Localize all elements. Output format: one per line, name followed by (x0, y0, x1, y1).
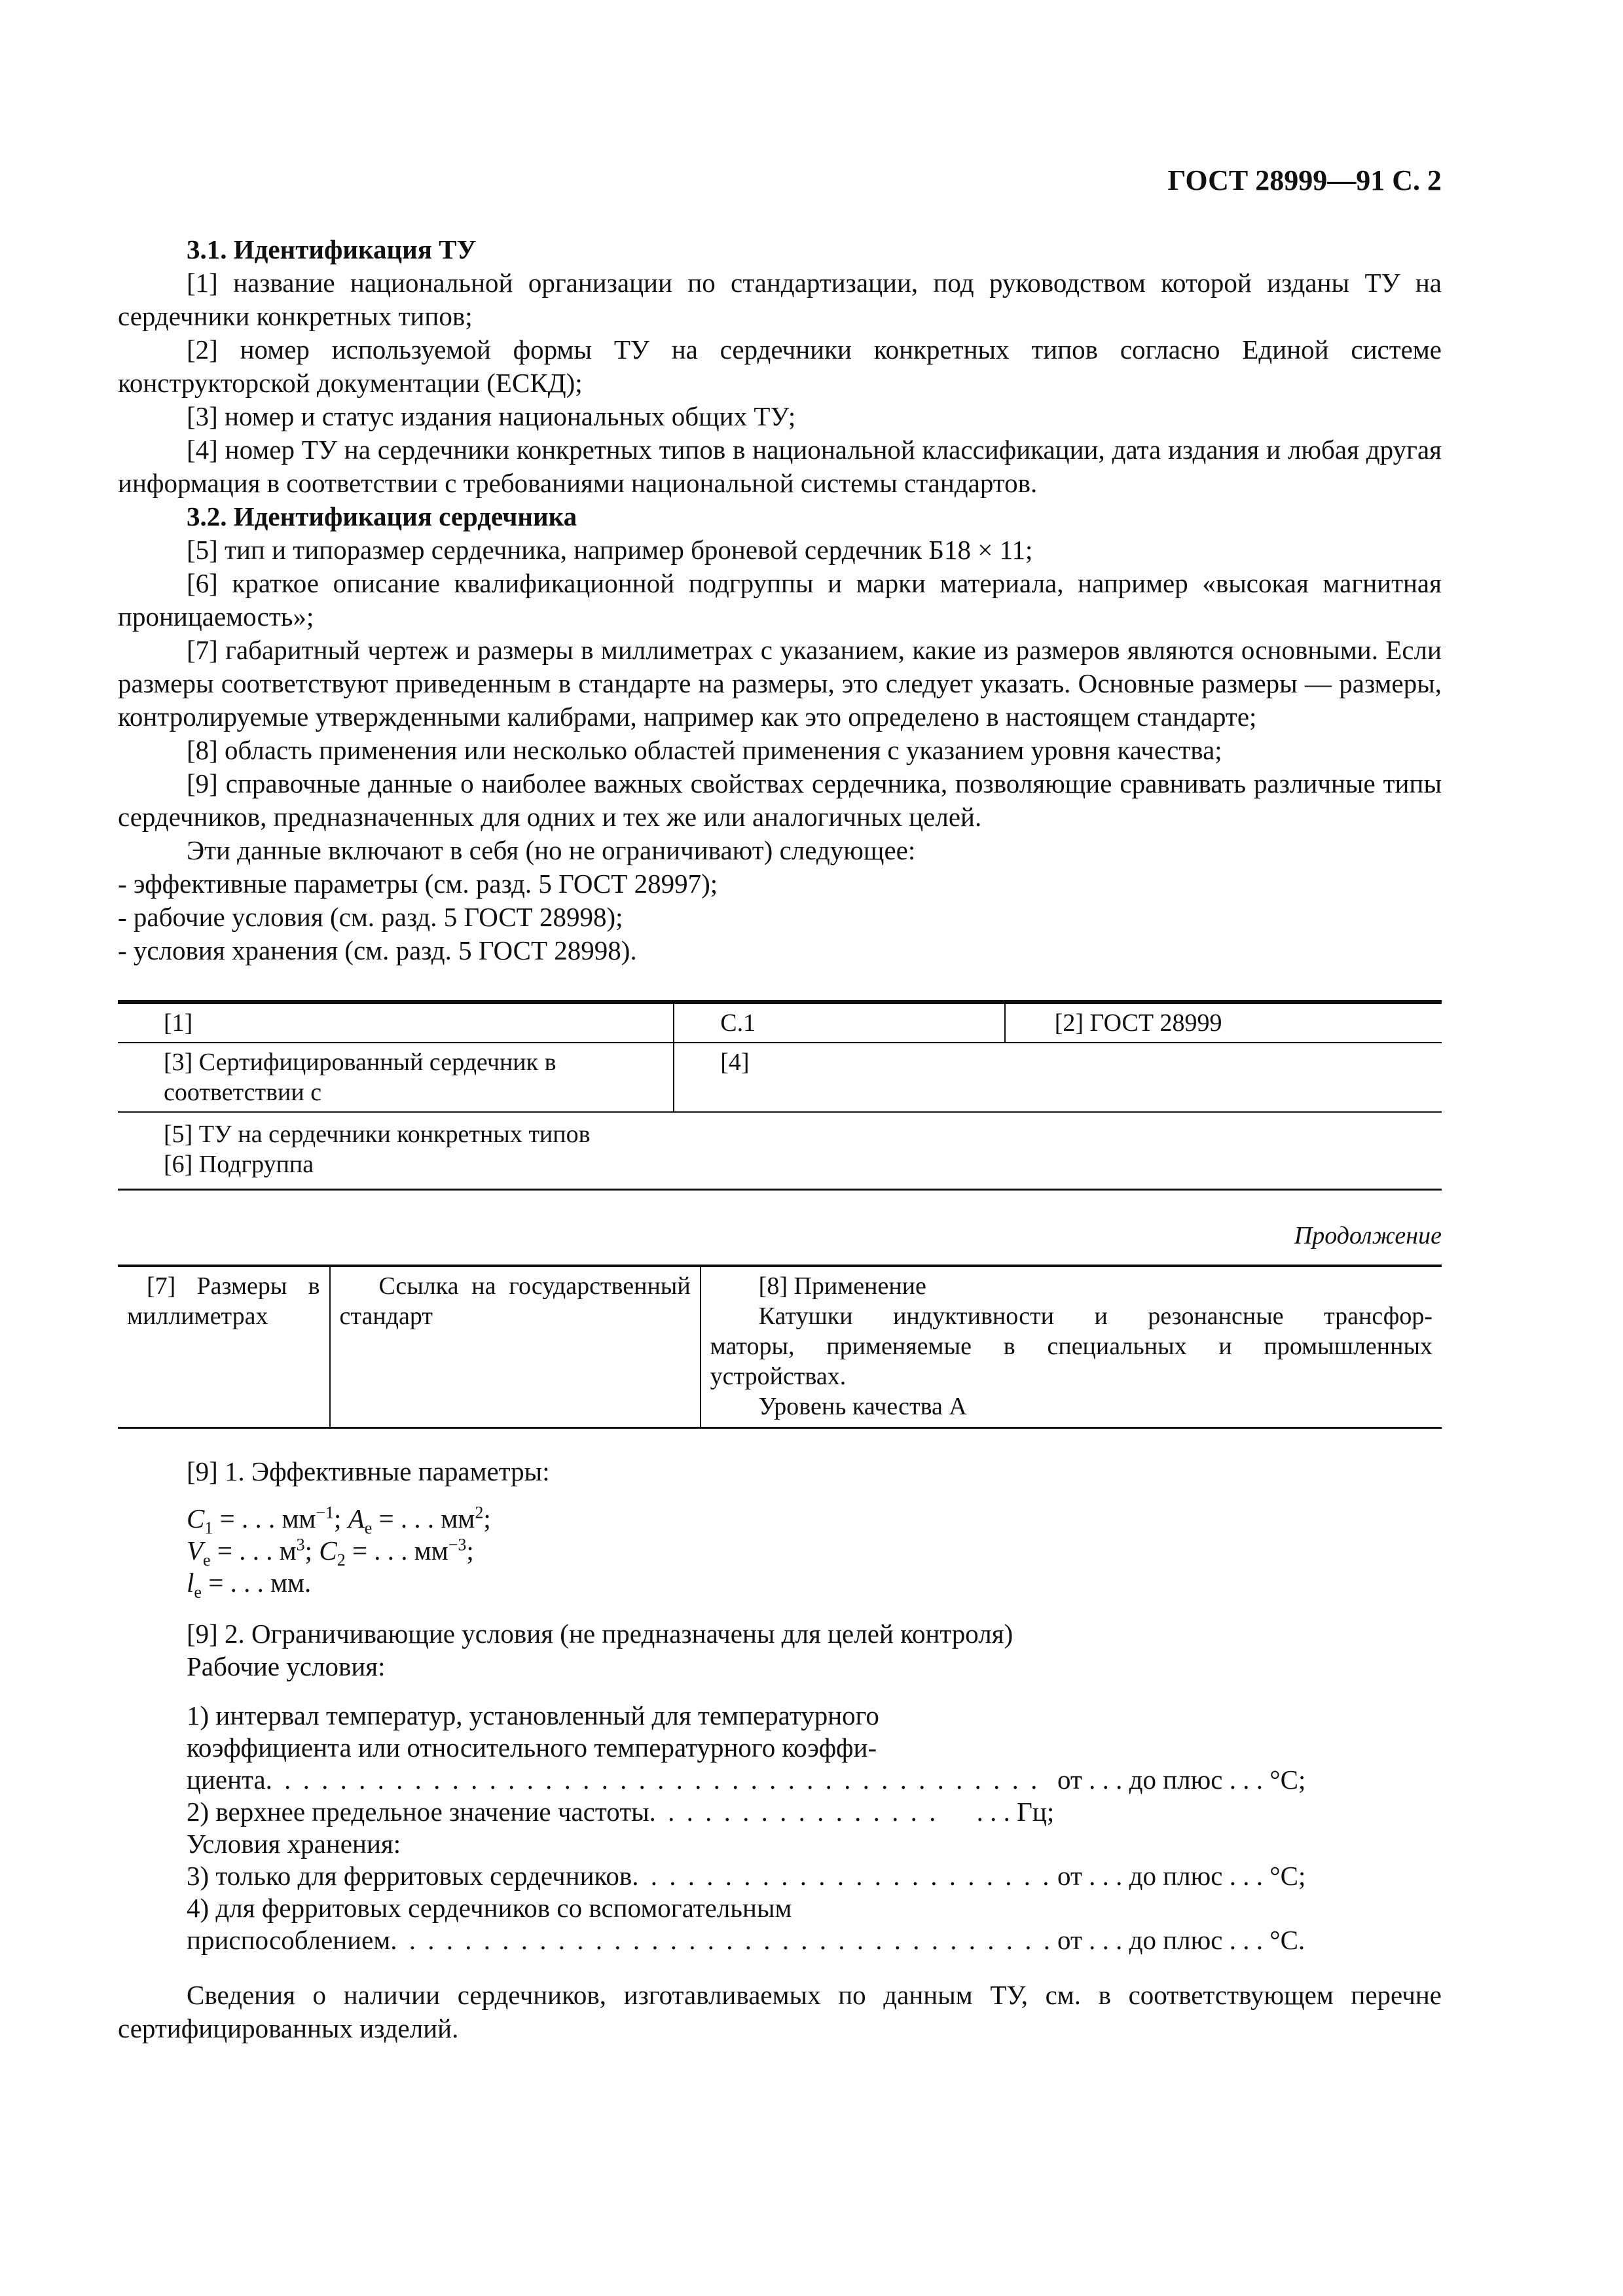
table-line: [6] Подгруппа (164, 1151, 314, 1178)
condition-text: 2) верхнее предельное значение частоты (187, 1797, 649, 1827)
condition-text: приспособлением (187, 1925, 391, 1955)
identification-table (118, 1000, 1442, 1191)
subscript: e (194, 1583, 202, 1602)
paragraph: [1] название национальной организации по стандартизации, под руководством которой изданы ТУ на сердечники конкретных типов; (118, 268, 1442, 331)
list-item: - условия хранения (см. разд. 5 ГОСТ 28998). (118, 935, 637, 965)
formula-line (187, 1567, 1442, 1602)
table-cell (330, 1266, 701, 1428)
superscript: −1 (316, 1503, 335, 1522)
table-cell: С.1 (674, 1002, 1005, 1043)
condition-line: 4) для ферритовых сердечников со вспомогательным (187, 1893, 792, 1923)
table-cell (118, 1112, 1442, 1190)
subscript: 1 (204, 1518, 213, 1538)
section-heading: 3.1. Идентификация ТУ (187, 234, 477, 264)
paragraph: [9] справочные данные о наиболее важных свойствах сердечника, позволяющие сравнивать различные типы сердечников, предназначенных для одних и тех же или аналогичных целей. (118, 768, 1442, 832)
condition-text: 3) только для ферритовых сердечников (187, 1861, 632, 1891)
value: = . . . м (210, 1535, 297, 1566)
value: = . . . мм (213, 1503, 316, 1534)
formula-line (187, 1503, 1442, 1538)
superscript: 3 (296, 1535, 305, 1554)
footer-note: Сведения о наличии сердечников, изготавливаемых по данным ТУ, см. в соответствующем перечне сертифицированных изделий. (118, 1980, 1442, 2043)
superscript: −3 (448, 1535, 467, 1554)
value: = . . . мм. (201, 1568, 312, 1598)
condition-range: от . . . до плюс . . . °С; (1057, 1765, 1306, 1795)
table-line: стандарт (339, 1302, 433, 1330)
paragraph: [4] номер ТУ на сердечники конкретных типов в национальной классификации, дата издания и любая другая информация в соответствии с требованиями национальной системы стандартов. (118, 435, 1442, 498)
leader-dots (649, 1796, 938, 1828)
table-line: [8] Применение (758, 1272, 926, 1300)
symbol: C (319, 1535, 337, 1566)
table-cell: [4] (674, 1043, 1442, 1112)
value: = . . . мм (345, 1535, 448, 1566)
table-line: Катушки индуктивности и резонансные трансфор- (758, 1302, 1432, 1330)
paragraph: [2] номер используемой формы ТУ на сердечники конкретных типов согласно Единой системе конструкторской документации (ЕСКД); (118, 334, 1442, 398)
page-header: ГОСТ 28999—91 С. 2 (1167, 164, 1442, 196)
paragraph: [3] номер и статус издания национальных общих ТУ; (187, 401, 796, 431)
value: = . . . мм (372, 1503, 475, 1534)
symbol: V (187, 1535, 204, 1566)
section-heading: 3.2. Идентификация сердечника (187, 501, 577, 531)
condition-range: . . . Гц; (976, 1797, 1055, 1827)
separator: ; (466, 1535, 474, 1566)
leader-dots (266, 1764, 1051, 1796)
paragraph: [8] область применения или несколько областей применения с указанием уровня качества; (187, 735, 1222, 765)
symbol: l (187, 1568, 194, 1598)
table-line: маторы, применяемые в специальных и промышленных (710, 1333, 1432, 1360)
subscript: e (203, 1551, 211, 1570)
condition-line (187, 1924, 1378, 1956)
condition-text: циента (187, 1765, 266, 1795)
subheading: Рабочие условия: (187, 1651, 386, 1681)
subscript: e (364, 1518, 373, 1538)
params-title: [9] 1. Эффективные параметры: (187, 1456, 550, 1486)
paragraph: [5] тип и типоразмер сердечника, например броневой сердечник Б18 × 11; (187, 535, 1033, 565)
separator: ; (304, 1535, 319, 1566)
paragraph: [6] краткое описание квалификационной подгруппы и марки материала, например «высокая магнитная проницаемость»; (118, 568, 1442, 632)
condition-line (187, 1764, 1378, 1796)
subscript: 2 (337, 1551, 346, 1570)
formula-line (187, 1535, 1442, 1570)
list-item: - эффективные параметры (см. разд. 5 ГОСТ 28997); (118, 869, 718, 899)
separator: ; (483, 1503, 491, 1534)
leader-dots (632, 1860, 1051, 1892)
paragraph: [7] габаритный чертеж и размеры в миллиметрах с указанием, какие из размеров являются основными. Если размеры соответствуют приведенным в стандарте на размеры, это следует указать. Основные размеры — размеры, контролируемые утвержденными калибрами, например как это определено в настоящем стандарте; (118, 635, 1442, 732)
condition-range: от . . . до плюс . . . °С; (1057, 1861, 1306, 1891)
condition-line: коэффициента или относительного температурного коэффи- (187, 1732, 877, 1763)
table-line: Ссылка на государственный (378, 1272, 691, 1300)
table-line: [7] Размеры в (147, 1272, 320, 1300)
condition-range: от . . . до плюс . . . °С. (1057, 1925, 1305, 1955)
table-line: миллиметрах (127, 1302, 268, 1330)
paragraph: Эти данные включают в себя (но не ограничивают) следующее: (187, 835, 916, 865)
condition-line (187, 1796, 1378, 1828)
limits-title: [9] 2. Ограничивающие условия (не предназначены для целей контроля) (187, 1619, 1013, 1649)
table-line: [5] ТУ на сердечники конкретных типов (164, 1121, 591, 1148)
separator: ; (334, 1503, 348, 1534)
limits-block (118, 1651, 1378, 1956)
continuation-label: Продолжение (1294, 1222, 1442, 1249)
document-body (118, 233, 1442, 2045)
table-line: Уровень качества А (758, 1393, 967, 1420)
table-cell (701, 1266, 1442, 1428)
table-cell: [3] Сертифицированный сердечник в соответствии с (118, 1043, 674, 1112)
symbol: A (348, 1503, 365, 1534)
leader-dots (390, 1924, 1051, 1956)
table-cell (118, 1266, 330, 1428)
table-cell: [1] (118, 1002, 674, 1043)
symbol: C (187, 1503, 205, 1534)
formula-block (118, 1503, 1442, 1602)
condition-line (187, 1860, 1378, 1892)
table-cell: [2] ГОСТ 28999 (1005, 1002, 1442, 1043)
superscript: 2 (475, 1503, 484, 1522)
list-item: - рабочие условия (см. разд. 5 ГОСТ 28998); (118, 902, 623, 932)
condition-line: 1) интервал температур, установленный для температурного (187, 1700, 879, 1731)
table-line: устройствах. (710, 1363, 847, 1390)
continuation-table (118, 1265, 1442, 1429)
subheading: Условия хранения: (187, 1829, 401, 1859)
